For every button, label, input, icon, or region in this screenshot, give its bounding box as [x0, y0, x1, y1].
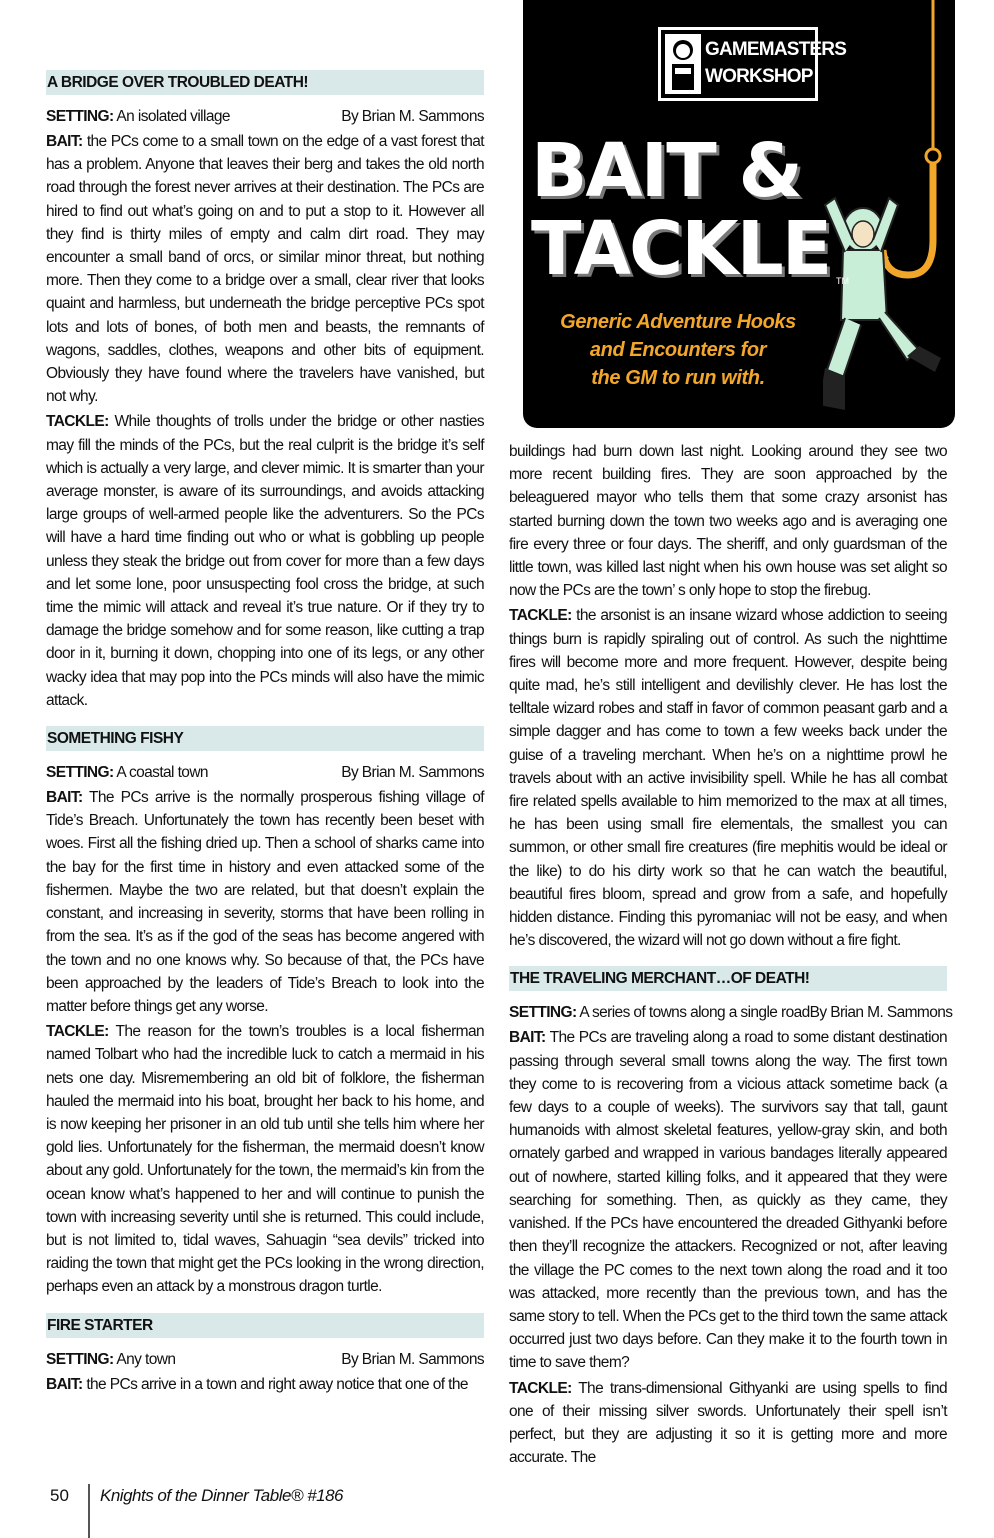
banner-subtitle-line-2: and Encounters for [589, 339, 767, 361]
setting-label: SETTING: [46, 1350, 114, 1368]
tackle-text: the arsonist is an insane wizard whose addiction to seeing things burn is rapidly spiraling out of control. As such the nighttime fires will become more and more frequent. However, despite being quite mad, he’s still intelligent and devilishly clever. He has lost the telltale wizard robes and staff in favor of common peasant garb and a simple dagger and has come to town a few weeks back under the guise of a traveling merchant. When he’s on a nighttime prowl he travels about with an active invisibility spell. While he has all combat fire related spells available to him memorized to the max at all times, he has been using small fire elementals, the smallest you can summon, or other small fire creatures (fire mephitis would be ideal or the like) to do his dirty work so that he can watch the beautiful, beautiful fires bloom, spread and grow from a safe, and hopefully hidden distance. Finding this pyromaniac will not be easy, and when he’s discovered, the wizard will not go down without a fire fight. [509, 607, 947, 950]
banner-title-line-1: BAIT & [531, 128, 801, 214]
setting-value: Any town [116, 1350, 176, 1368]
tackle-label: TACKLE: [46, 413, 109, 431]
tackle-label: TACKLE: [46, 1023, 109, 1041]
byline: By Brian M. Sammons [341, 764, 484, 782]
banner-title-line-2: TACKLE [531, 206, 831, 292]
setting-line [46, 761, 208, 784]
banner-subtitle-line-1: Generic Adventure Hooks [560, 311, 796, 333]
bait-label: BAIT: [46, 1375, 83, 1393]
footer-divider [88, 1484, 90, 1538]
publisher-logo [658, 27, 847, 101]
setting-line [46, 1348, 175, 1371]
setting-label: SETTING: [46, 108, 114, 125]
bait-text: The PCs are traveling along a road to some distant destination passing through several small towns along the way. The first town they come to is recovering from a vicious attack sometime back (a few days to a couple of weeks). The survivors say that tall, gaunt humanoids with almost skeletal features, yellow-gray skin, and both ornately garbed and wrapped in various bandages literally appeared out of nowhere, started killing folks, and it appeared that they were searching for something. Then, as quickly as they came, they vanished. If the PCs have encountered the dreaded Githyanki before then they’ll recognize the attackers. Recognized or not, after leaving the village the PC comes to the next town along the road and it too was attacked, more recently than the previous town, and has the same story to tell. When the PCs get to the third town the same attack occurred just two days before. Can they make it to the fourth town in time to save them? [509, 1029, 947, 1372]
tackle-paragraph [509, 604, 947, 952]
setting-row [46, 105, 484, 128]
banner-subtitle-line-3: the GM to run with. [591, 367, 765, 389]
trademark-mark: TM [836, 276, 849, 286]
bait-text: the PCs come to a small town on the edge of a vast forest that has a problem. Anyone that leaves their berg and takes the old north road through the forest never arrives at their destination. The PCs are hired to find out what’s going on and to put a stop to it. However all they find is thirty miles of empty and calm dirt road. They may encounter a small band of orcs, or similar minor threat, but nothing more. Then they come to a bridge over a small, clear river that looks quaint and harmless, but underneath the bridge perceptive PCs spot lots and lots of bones, of both men and beasts, the remnants of wagons, saddles, clothes, weapons and other bits of equipment. Obviously they have found where the travelers have vanished, but not why. [46, 133, 484, 406]
magazine-title: Knights of the Dinner Table® #186 [100, 1486, 344, 1505]
left-column [46, 70, 484, 1396]
page-number: 50 [50, 1486, 69, 1505]
setting-line [46, 105, 230, 128]
setting-label: SETTING: [509, 1004, 577, 1022]
right-column [509, 440, 953, 1469]
gamemaster-figure-icon [665, 34, 701, 94]
tackle-paragraph [46, 410, 484, 712]
section-title: SOMETHING FISHY [46, 726, 484, 751]
tackle-text: While thoughts of trolls under the bridge or other nasties may fill the minds of the PCs, but the real culprit is the bridge it’s self which is actually a very large, and clever mimic. It is smarter than your average monster, is aware of its surroundings, and avoids attacking large groups of well-armed people like the adventurers. So the PCs will have a hard time finding out who or what is gobbling up people unless they steak the bridge out from cover for more than a few days and let some lone, poor unsuspecting fool cross the bridge, at such time the mimic will attack and reveal it’s true nature. Or if they try to damage the bridge somehow and for some reason, like cutting a trap door in it, burning it down, chopping into one of its legs, or any other wacky idea that may pop into the PCs minds will also have the mimic attack. [46, 413, 484, 709]
setting-label: SETTING: [46, 764, 114, 782]
section-title: FIRE STARTER [46, 1313, 484, 1338]
section-title: A BRIDGE OVER TROUBLED DEATH! [46, 70, 484, 95]
page-footer [46, 1484, 446, 1534]
publisher-name [705, 36, 847, 90]
byline: By Brian M. Sammons [341, 108, 484, 125]
bait-text: the PCs arrive in a town and right away notice that one of the [86, 1375, 468, 1393]
banner-subtitle [523, 308, 833, 392]
bait-label: BAIT: [509, 1029, 546, 1047]
setting-line [509, 1001, 810, 1024]
byline: By Brian M. Sammons [809, 1004, 953, 1022]
setting-value: A coastal town [116, 764, 208, 782]
setting-row [509, 1001, 953, 1024]
publisher-line-2: WORKSHOP [705, 66, 813, 87]
bait-and-tackle-banner [523, 0, 955, 428]
tackle-paragraph [46, 1020, 484, 1298]
tackle-text: The trans-dimensional Githyanki are using spells to find one of their missing silver swords. Unfortunately their spell isn’t perfect, but they are adjusting it so it is getting more and more accurate. The [509, 1379, 947, 1467]
bait-paragraph [509, 1026, 947, 1374]
bait-label: BAIT: [46, 789, 83, 807]
tackle-label: TACKLE: [509, 1379, 572, 1397]
bait-paragraph [46, 130, 484, 408]
byline: By Brian M. Sammons [341, 1350, 484, 1368]
bait-paragraph [46, 1373, 484, 1396]
bait-text: The PCs arrive is the normally prosperous fishing village of Tide’s Breach. Unfortunately the town has recently been beset with woes. First all the fishing dried up. Then a school of sharks came into the bay for the first time in history and even attacked some of the fishermen. Maybe the two are related, but that doesn’t explain the constant, and increasing in severity, storms that have been rolling in from the sea. It’s as if the god of the seas has become angered with the town and no one knows why. So because of that, the PCs have been approached by the leaders of Tide’s Breach to look into the matter before things get any worse. [46, 789, 484, 1015]
setting-row [46, 761, 484, 784]
bait-label: BAIT: [46, 133, 83, 150]
setting-value: An isolated village [116, 108, 230, 125]
tackle-paragraph [509, 1377, 947, 1470]
tackle-label: TACKLE: [509, 607, 572, 625]
section-title: THE TRAVELING MERCHANT…OF DEATH! [509, 966, 947, 991]
bait-paragraph [46, 786, 484, 1018]
banner-title [531, 128, 861, 292]
bait-continued-paragraph: buildings had burn down last night. Looking around they see two more recent building fires. They are soon approached by the beleaguered mayor who tells them that some crazy arsonist has started burning down the town two weeks ago and is averaging one fire every three or four days. The sheriff, and only guardsman of the little town, was killed last night when his own house was set alight so now the PCs are the town’ s only hope to stop the firebug. [509, 443, 947, 600]
setting-row [46, 1348, 484, 1371]
publisher-line-1: GAMEMASTERS [705, 39, 847, 60]
tackle-text: The reason for the town’s troubles is a local fisherman named Tolbart who had the incredible luck to catch a mermaid in his nets one day. Misremembering an old bit of folklore, the fisherman hauled the mermaid into his boat, brought her back to his home, and is now keeping her prisoner in an old tub until she tells him where her gold lies. Unfortunately for the fisherman, the mermaid doesn’t know about any gold. Unfortunately for the town, the mermaid’s kin from the ocean know what’s happened to her and will continue to punish the town with increasing severity until she is returned. This could include, but is not limited to, tidal waves, Sahuagin “sea devils” tricked into raiding the town that might get the PCs looking in the wrong direction, perhaps even an attack by a monstrous dragon turtle. [46, 1023, 484, 1296]
setting-value: A series of towns along a single road [579, 1004, 810, 1022]
